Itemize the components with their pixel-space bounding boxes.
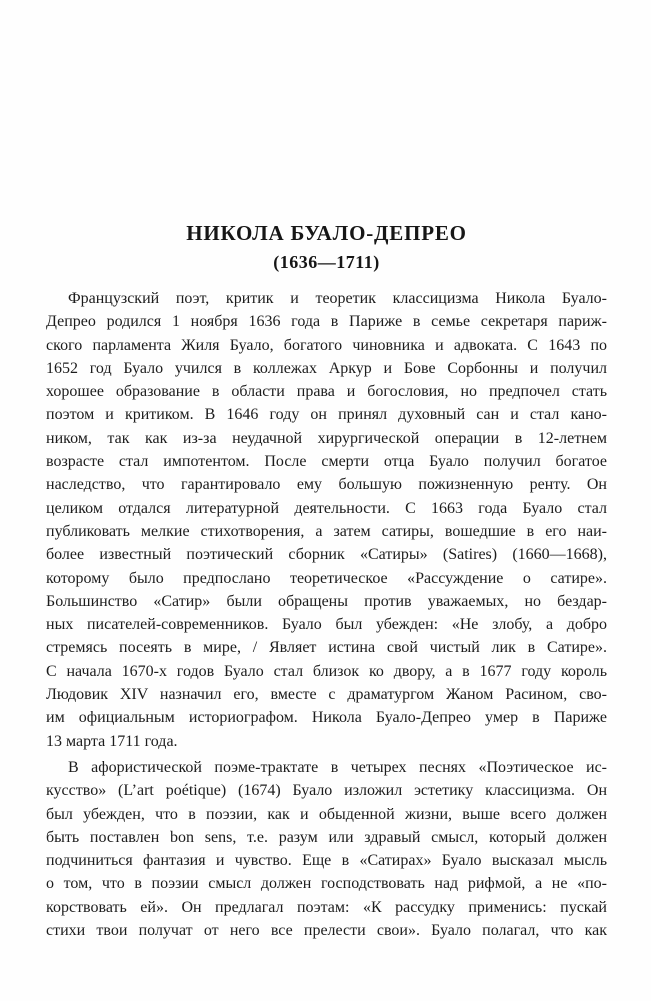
text-line: им официальным историографом. Никола Буало-Депрео умер в Париже bbox=[46, 709, 607, 727]
text-line: 1652 год Буало учился в коллежах Аркур и Бове Сорбонны и получил bbox=[46, 359, 607, 377]
text-line: возрасте стал импотентом. После смерти отца Буало получил богатое bbox=[46, 453, 607, 471]
text-line: ником, так как из-за неудачной хирургической операции в 12-летнем bbox=[46, 429, 607, 447]
text-line: наследство, что гарантировало ему большую пожизненную ренту. Он bbox=[46, 476, 607, 494]
text-line: о том, что в поэзии смысл должен господствовать над рифмой, а не «по- bbox=[46, 875, 607, 893]
text-line: ского парламента Жиля Буало, богатого чиновника и адвоката. С 1643 по bbox=[46, 336, 607, 354]
text-line: В афористической поэме-трактате в четырех песнях «Поэтическое ис- bbox=[68, 758, 607, 776]
text-line: ных писателей-современников. Буало был убежден: «Не злобу, а добро bbox=[46, 616, 607, 634]
text-line: целиком отдался литературной деятельности. С 1663 года Буало стал bbox=[46, 499, 607, 517]
text-line: более известный поэтический сборник «Сатиры» (Satires) (1660—1668), bbox=[46, 546, 607, 564]
text-line: подчиниться фантазия и чувство. Еще в «Сатирах» Буало высказал мысль bbox=[46, 852, 607, 870]
text-line: корствовать ей». Он предлагал поэтам: «К рассудку применись: пускай bbox=[46, 898, 607, 916]
article bbox=[46, 0, 607, 942]
paragraph-poetics bbox=[46, 756, 607, 942]
text-line: был убежден, что в поэзии, как и обыденной жизни, выше всего должен bbox=[46, 805, 607, 823]
text-line: быть поставлен bon sens, т.е. разум или здравый смысл, который должен bbox=[46, 828, 607, 846]
text-line: Депрео родился 1 ноября 1636 года в Париже в семье секретаря париж- bbox=[46, 313, 607, 331]
text-line: 13 марта 1711 года. bbox=[46, 732, 178, 750]
text-line: поэтом и критиком. В 1646 году он принял духовный сан и стал кано- bbox=[46, 406, 607, 424]
text-line: Французский поэт, критик и теоретик классицизма Никола Буало- bbox=[68, 290, 607, 307]
text-line: которому было предпослано теоретическое «Рассуждение о сатире». bbox=[46, 569, 607, 587]
text-line: публиковать мелкие стихотворения, а затем сатиры, вошедшие в его наи- bbox=[46, 522, 607, 540]
text-line: стихи твои получат от него все прелести свои». Буало полагал, что как bbox=[46, 922, 607, 940]
text-line: стремясь посеять в мире, / Являет истина свой чистый лик в Сатире». bbox=[46, 639, 607, 657]
article-dates: (1636—1711) bbox=[273, 252, 380, 272]
paragraph-biography bbox=[46, 287, 607, 753]
article-body bbox=[46, 287, 607, 942]
text-line: С начала 1670-х годов Буало стал близок ко двору, а в 1677 году король bbox=[46, 662, 607, 680]
text-line: Людовик XIV назначил его, вместе с драматургом Жаном Расином, сво- bbox=[46, 686, 607, 704]
text-line: Большинство «Сатир» были обращены против уважаемых, но бездар- bbox=[46, 592, 607, 610]
text-line: хорошее образование в области права и богословия, но предпочел стать bbox=[46, 383, 607, 401]
text-line: кусство» (L’art poétique) (1674) Буало изложил эстетику классицизма. Он bbox=[46, 782, 607, 800]
article-title: НИКОЛА БУАЛО-ДЕПРЕО bbox=[186, 221, 467, 245]
